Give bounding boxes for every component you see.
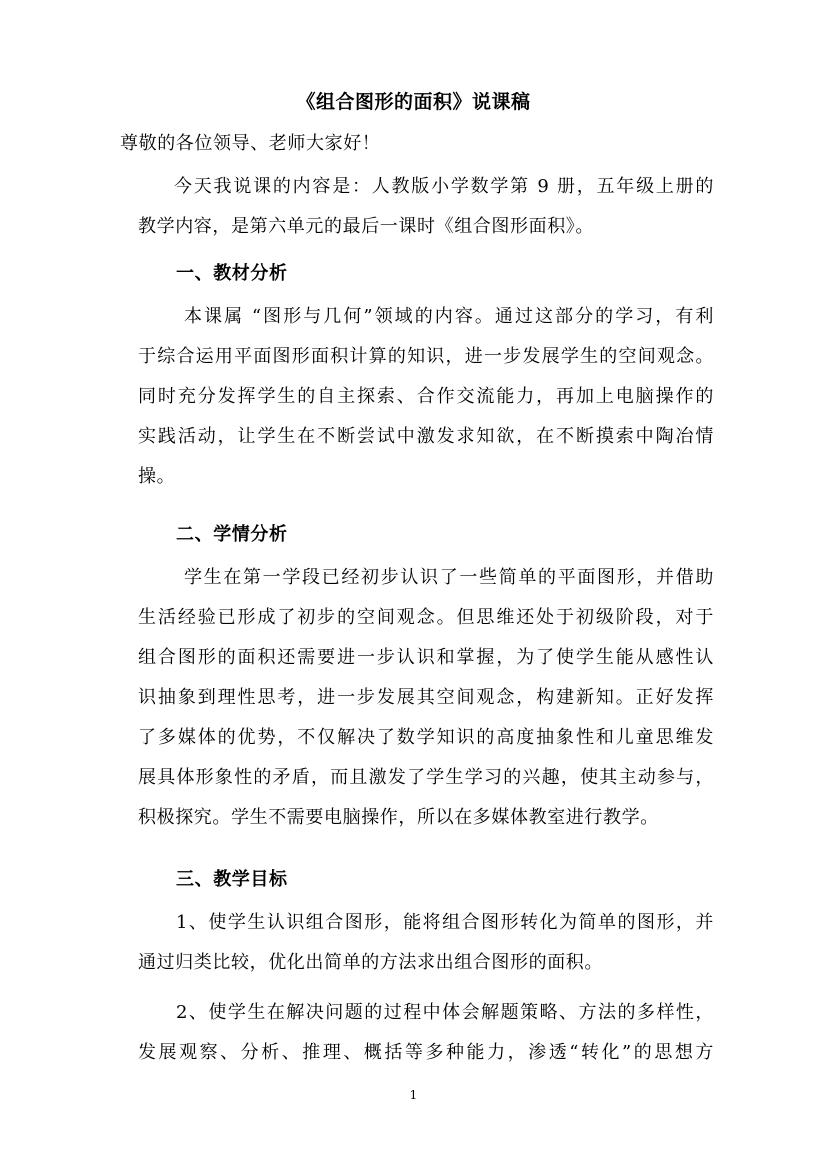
section-2-paragraph <box>138 558 714 838</box>
section-2-line: 识抽象到理性思考，进一步发展其空间观念，构建新知。正好发挥 <box>138 687 714 708</box>
goal-2-paragraph <box>138 993 714 1073</box>
intro-paragraph <box>138 167 714 247</box>
intro-line-1: 今天我说课的内容是：人教版小学数学第 9 册，五年级上册的 <box>174 176 714 197</box>
section-2-line: 了多媒体的优势，不仅解决了数学知识的高度抽象性和儿童思维发 <box>138 727 714 748</box>
section-2-line: 学生在第一学段已经初步认识了一些简单的平面图形，并借助 <box>184 567 714 588</box>
page-number: 1 <box>409 1088 418 1102</box>
intro-line-2: 教学内容，是第六单元的最后一课时《组合图形面积》。 <box>138 216 594 237</box>
section-2-line: 生活经验已形成了初步的空间观念。但思维还处于初级阶段，对于 <box>138 607 714 628</box>
section-heading-1: 一、教材分析 <box>176 263 288 284</box>
section-1-line: 于综合运用平面图形面积计算的知识，进一步发展学生的空间观念。 <box>138 346 714 367</box>
section-heading-2: 二、学情分析 <box>176 524 288 545</box>
section-1-line: 实践活动，让学生在不断尝试中激发求知欲，在不断摸索中陶冶情 <box>138 426 714 447</box>
section-2-line: 积极探究。学生不需要电脑操作，所以在多媒体教室进行教学。 <box>138 807 659 828</box>
section-2-line: 组合图形的面积还需要进一步认识和掌握，为了使学生能从感性认 <box>138 647 714 668</box>
goal-2-line-1: 2、使学生在解决问题的过程中体会解题策略、方法的多样性， <box>176 1002 714 1023</box>
greeting: 尊敬的各位领导、老师大家好！ <box>120 133 381 154</box>
section-1-line: 操。 <box>138 466 176 487</box>
document-title: 《组合图形的面积》说课稿 <box>296 91 531 113</box>
goal-1-paragraph <box>138 903 714 983</box>
goal-1-line-1: 1、使学生认识组合图形，能将组合图形转化为简单的图形，并 <box>176 912 714 933</box>
section-1-line: 本课属 “图形与几何”领域的内容。通过这部分的学习，有利 <box>184 306 714 327</box>
section-1-paragraph <box>138 297 714 497</box>
goal-1-line-2: 通过归类比较，优化出简单的方法求出组合图形的面积。 <box>138 952 603 973</box>
section-1-line: 同时充分发挥学生的自主探索、合作交流能力，再加上电脑操作的 <box>138 386 714 407</box>
section-heading-3: 三、教学目标 <box>176 869 288 890</box>
section-2-line: 展具体形象性的矛盾，而且激发了学生学习的兴趣，使其主动参与， <box>138 767 714 788</box>
goal-2-line-2: 发展观察、分析、推理、概括等多种能力，渗透“转化”的思想方 <box>138 1042 714 1063</box>
